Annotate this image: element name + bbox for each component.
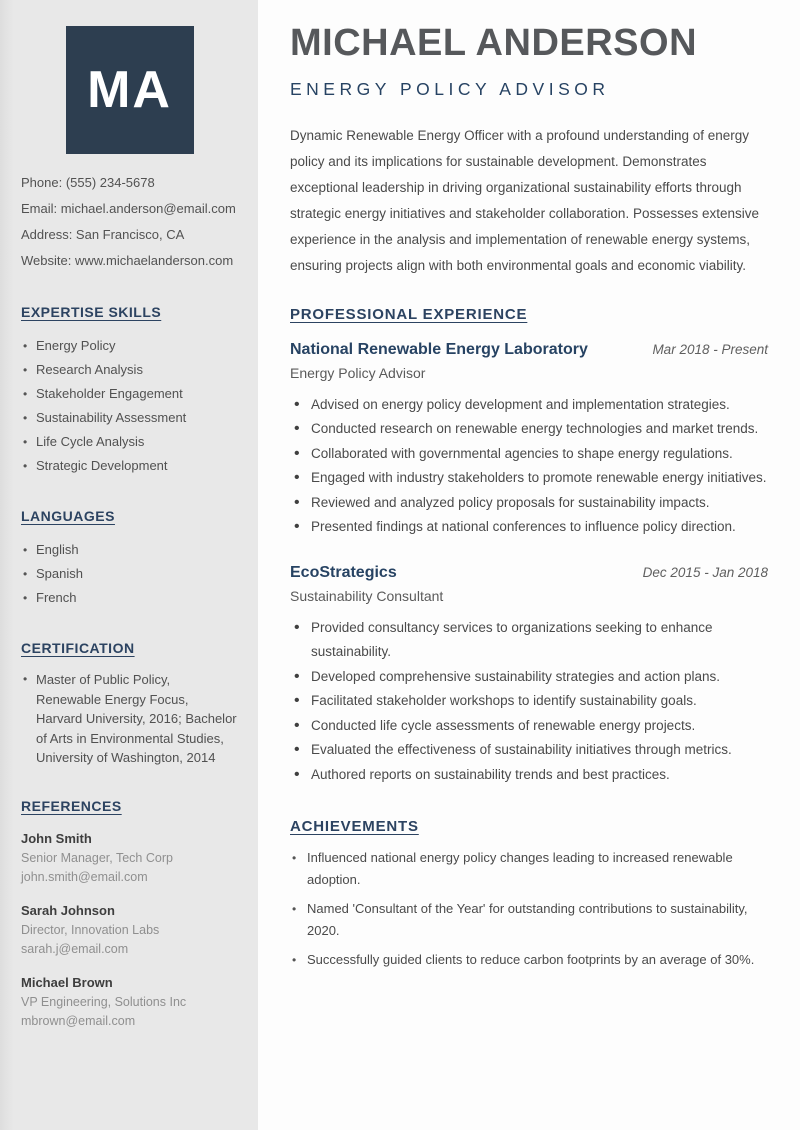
- sidebar: [0, 0, 258, 1130]
- achievement-bullet: • Influenced national energy policy changes leading to increased renewable adoption.: [290, 847, 768, 891]
- job-bullet: • Facilitated stakeholder workshops to identify sustainability goals.: [290, 689, 768, 714]
- skill-item: • Stakeholder Engagement: [21, 382, 238, 406]
- achievement-bullet: • Successfully guided clients to reduce carbon footprints by an average of 30%.: [290, 949, 768, 971]
- monogram-badge: [66, 26, 194, 154]
- certification-list: [21, 670, 238, 768]
- references-section: [21, 798, 238, 1030]
- contact-address: Address: San Francisco, CA: [21, 227, 185, 242]
- references-heading: REFERENCES: [21, 797, 122, 814]
- job-header: [290, 341, 768, 359]
- reference-name: Sarah Johnson: [21, 902, 115, 918]
- contact-info: [21, 170, 238, 274]
- contact-email: Email: michael.anderson@email.com: [21, 201, 236, 216]
- reference-role: VP Engineering, Solutions Inc: [21, 994, 187, 1009]
- job-bullet: • Conducted research on renewable energy technologies and market trends.: [290, 417, 768, 442]
- skill-item: • Life Cycle Analysis: [21, 430, 238, 454]
- achievements-heading: ACHIEVEMENTS: [290, 818, 419, 836]
- job-dates: Mar 2018 - Present: [652, 341, 768, 357]
- skills-heading: EXPERTISE SKILLS: [21, 304, 162, 320]
- job-bullet: • Authored reports on sustainability trends and best practices.: [290, 763, 768, 788]
- certification-heading: CERTIFICATION: [21, 640, 135, 656]
- job-entry: [290, 341, 768, 540]
- languages-heading: LANGUAGES: [21, 508, 115, 524]
- monogram-initials: MA: [87, 61, 172, 119]
- reference-entry: [21, 974, 238, 1030]
- skill-item: • Sustainability Assessment: [21, 406, 238, 430]
- job-bullet-list: [290, 393, 768, 540]
- candidate-title: ENERGY POLICY ADVISOR: [290, 78, 610, 99]
- job-entry: [290, 564, 768, 788]
- language-item: • English: [21, 538, 238, 562]
- job-bullet: • Developed comprehensive sustainability strategies and action plans.: [290, 665, 768, 690]
- reference-entry: [21, 830, 238, 886]
- certification-section: [21, 640, 238, 768]
- job-role: Sustainability Consultant: [290, 587, 444, 604]
- achievement-bullet: • Named 'Consultant of the Year' for outstanding contributions to sustainability, 2020.: [290, 898, 768, 942]
- reference-role: Senior Manager, Tech Corp: [21, 850, 173, 865]
- job-bullet: • Reviewed and analyzed policy proposals for sustainability impacts.: [290, 491, 768, 516]
- reference-entry: [21, 902, 238, 958]
- reference-email: sarah.j@email.com: [21, 941, 129, 956]
- candidate-name: MICHAEL ANDERSON: [290, 22, 698, 64]
- skill-item: • Strategic Development: [21, 454, 238, 478]
- certification-item: • Master of Public Policy, Renewable Energy Focus, Harvard University, 2016; Bachelor of Arts in Environmental Studies, University of Washington, 2014: [21, 670, 238, 768]
- languages-section: [21, 508, 238, 610]
- languages-list: [21, 538, 238, 610]
- job-role: Energy Policy Advisor: [290, 364, 426, 381]
- reference-role: Director, Innovation Labs: [21, 922, 160, 937]
- skill-item: • Energy Policy: [21, 334, 238, 358]
- language-item: • French: [21, 586, 238, 610]
- job-bullet: • Advised on energy policy development and implementation strategies.: [290, 393, 768, 418]
- skill-item: • Research Analysis: [21, 358, 238, 382]
- job-header: [290, 564, 768, 582]
- skills-list: [21, 334, 238, 478]
- achievements-list: [290, 847, 768, 971]
- summary-paragraph: Dynamic Renewable Energy Officer with a profound understanding of energy policy and its implications for sustainable development. Demonstrates exceptional leadership in driving organizational sustainability efforts through strategic energy initiatives and stakeholder collaboration. Possesses extensive experience in the analysis and implementation of renewable energy systems, ensuring projects align with both environmental goals and economic viability.: [290, 127, 760, 273]
- language-item: • Spanish: [21, 562, 238, 586]
- contact-website: Website: www.michaelanderson.com: [21, 253, 234, 268]
- experience-heading: PROFESSIONAL EXPERIENCE: [290, 305, 528, 323]
- company-name: EcoStrategics: [290, 563, 397, 581]
- reference-email: mbrown@email.com: [21, 1013, 136, 1028]
- main-content: [258, 0, 800, 1130]
- skills-section: [21, 304, 238, 478]
- job-bullet: • Evaluated the effectiveness of sustainability initiatives through metrics.: [290, 738, 768, 763]
- reference-name: Michael Brown: [21, 974, 113, 990]
- contact-phone: Phone: (555) 234-5678: [21, 175, 155, 190]
- job-bullet: • Provided consultancy services to organizations seeking to enhance sustainability.: [290, 616, 768, 665]
- reference-name: John Smith: [21, 830, 92, 846]
- company-name: National Renewable Energy Laboratory: [290, 340, 588, 358]
- job-bullet-list: [290, 616, 768, 788]
- job-bullet: • Collaborated with governmental agencies to shape energy regulations.: [290, 442, 768, 467]
- job-bullet: • Conducted life cycle assessments of renewable energy projects.: [290, 714, 768, 739]
- reference-email: john.smith@email.com: [21, 869, 148, 884]
- job-bullet: • Presented findings at national conferences to influence policy direction.: [290, 515, 768, 540]
- job-dates: Dec 2015 - Jan 2018: [642, 564, 768, 580]
- job-bullet: • Engaged with industry stakeholders to promote renewable energy initiatives.: [290, 466, 768, 491]
